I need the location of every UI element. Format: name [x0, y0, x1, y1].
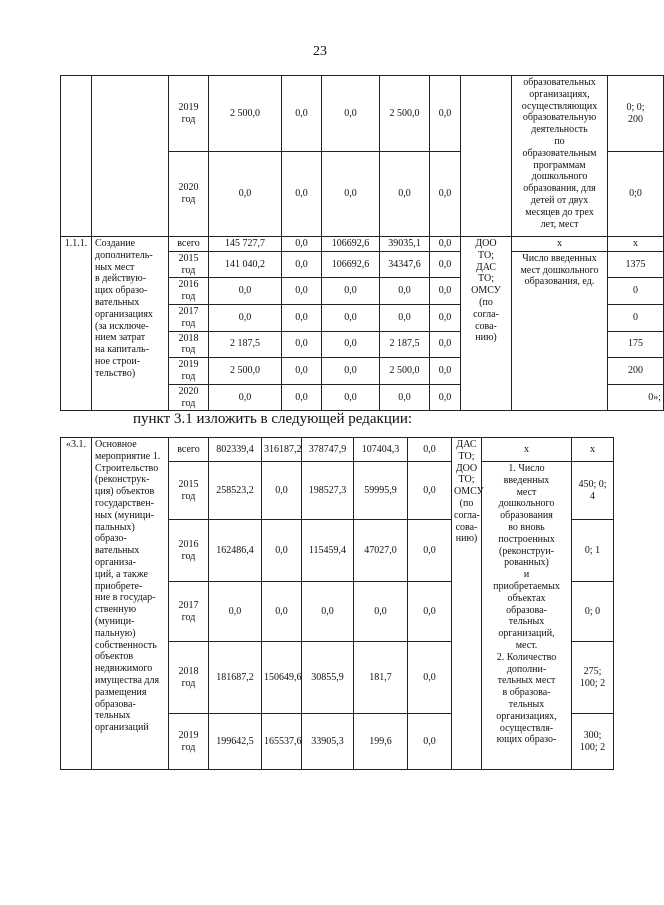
value-cell: 0,0 [322, 384, 380, 411]
x-cell: x [482, 438, 572, 462]
value-cell: 34347,6 [380, 251, 430, 278]
value-cell: 0,0 [322, 358, 380, 385]
executor-cell: ДОО ТО; ДАС ТО; ОМСУ (по согла- сова- нию) [461, 237, 512, 411]
value-cell: 0,0 [408, 520, 452, 582]
value-cell: 165537,6 [262, 714, 302, 770]
value-cell: 181687,2 [209, 642, 262, 714]
value-cell: 0,0 [354, 582, 408, 642]
year-cell: 2018 год [169, 331, 209, 358]
year-cell: 2019 год [169, 714, 209, 770]
item-number: «3.1. [61, 438, 92, 770]
item-number: 1.1.1. [61, 237, 92, 411]
target-cell: 0; 0; 200 [608, 76, 664, 152]
value-cell: 0,0 [282, 304, 322, 331]
value-cell: 0,0 [282, 76, 322, 152]
amendment-paragraph: пункт 3.1 изложить в следующей редакции: [133, 411, 413, 427]
value-cell: 0,0 [209, 304, 282, 331]
value-cell: 0,0 [380, 278, 430, 305]
value-cell: 2 500,0 [380, 358, 430, 385]
value-cell: 0,0 [302, 582, 354, 642]
year-cell: 2018 год [169, 642, 209, 714]
value-cell: 198527,3 [302, 462, 354, 520]
value-cell: 0,0 [408, 714, 452, 770]
value-cell: 0,0 [322, 304, 380, 331]
value-cell: 115459,4 [302, 520, 354, 582]
year-cell: всего [169, 438, 209, 462]
value-cell: 199,6 [354, 714, 408, 770]
year-cell: 2019 год [169, 76, 209, 152]
indicator-cell: Число введенных мест дошкольного образования, ед. [512, 251, 608, 411]
value-cell: 378747,9 [302, 438, 354, 462]
value-cell: 0,0 [430, 358, 461, 385]
value-cell: 0,0 [282, 237, 322, 252]
value-cell: 150649,6 [262, 642, 302, 714]
value-cell: 0,0 [282, 331, 322, 358]
year-cell: 2015 год [169, 251, 209, 278]
year-cell: 2017 год [169, 304, 209, 331]
year-cell: 2016 год [169, 520, 209, 582]
target-cell: 0;0 [608, 152, 664, 237]
target-cell: 0»; [608, 384, 664, 411]
value-cell: 2 500,0 [209, 76, 282, 152]
value-cell: 316187,2 [262, 438, 302, 462]
indicator-cell: образовательных организациях, осуществляющих образовательную деятельность по образовательным программам дошкольного образования, для детей от двух месяцев до трех лет, мест [512, 76, 608, 237]
value-cell: 0,0 [262, 582, 302, 642]
value-cell: 47027,0 [354, 520, 408, 582]
year-cell: 2020 год [169, 152, 209, 237]
value-cell: 0,0 [322, 76, 380, 152]
value-cell: 199642,5 [209, 714, 262, 770]
year-cell: 2017 год [169, 582, 209, 642]
program-table-fragment [60, 75, 664, 411]
value-cell: 258523,2 [209, 462, 262, 520]
value-cell: 0,0 [430, 384, 461, 411]
value-cell: 0,0 [322, 152, 380, 237]
value-cell: 0,0 [380, 304, 430, 331]
value-cell: 30855,9 [302, 642, 354, 714]
value-cell: 2 500,0 [380, 76, 430, 152]
value-cell: 0,0 [408, 642, 452, 714]
item-name: Основное мероприятие 1. Строительство (реконструк- ция) объектов государствен- ных (муници- пальных) образо- вательных организа- ций, а также приобрете- ние в государ- ственную (муници- пальную) собственность объектов недвижимого имущества для размещения образова- тельных организаций [92, 438, 169, 770]
value-cell: 0,0 [430, 251, 461, 278]
year-cell: 2015 год [169, 462, 209, 520]
page-number: 23 [313, 44, 327, 59]
value-cell: 0,0 [430, 304, 461, 331]
value-cell: 0,0 [430, 331, 461, 358]
value-cell: 106692,6 [322, 237, 380, 252]
executor-cell: ДАС ТО; ДОО ТО; ОМСУ (по согла- сова- нию) [452, 438, 482, 770]
target-cell: x [608, 237, 664, 252]
year-cell: 2020 год [169, 384, 209, 411]
value-cell: 59995,9 [354, 462, 408, 520]
target-cell: 275; 100; 2 [572, 642, 614, 714]
indicator-cell: 1. Число введенных мест дошкольного образования во вновь построенных (реконструи- рованных) и приобретаемых объектах образова- тельных организаций, мест. 2. Количество дополни- тельных мест в образова- тельных организациях, осуществля- ющих образо- [482, 462, 572, 770]
value-cell: 0,0 [262, 462, 302, 520]
target-cell: 0 [608, 304, 664, 331]
value-cell: 0,0 [209, 278, 282, 305]
value-cell: 145 727,7 [209, 237, 282, 252]
target-cell: 300; 100; 2 [572, 714, 614, 770]
value-cell: 0,0 [380, 152, 430, 237]
value-cell: 0,0 [209, 384, 282, 411]
target-cell: 175 [608, 331, 664, 358]
value-cell: 0,0 [430, 278, 461, 305]
value-cell: 2 187,5 [209, 331, 282, 358]
target-cell: 0; 0 [572, 582, 614, 642]
value-cell: 0,0 [282, 278, 322, 305]
value-cell: 181,7 [354, 642, 408, 714]
value-cell: 0,0 [430, 76, 461, 152]
value-cell: 0,0 [282, 251, 322, 278]
year-cell: 2016 год [169, 278, 209, 305]
value-cell: 33905,3 [302, 714, 354, 770]
target-cell: 0; 1 [572, 520, 614, 582]
value-cell: 0,0 [322, 278, 380, 305]
value-cell: 39035,1 [380, 237, 430, 252]
value-cell: 107404,3 [354, 438, 408, 462]
program-table-item-3-1 [60, 437, 614, 770]
value-cell: 0,0 [430, 152, 461, 237]
value-cell: 106692,6 [322, 251, 380, 278]
year-cell: всего [169, 237, 209, 252]
value-cell: 2 500,0 [209, 358, 282, 385]
value-cell: 0,0 [209, 582, 262, 642]
target-cell: x [572, 438, 614, 462]
target-cell: 200 [608, 358, 664, 385]
value-cell: 2 187,5 [380, 331, 430, 358]
year-cell: 2019 год [169, 358, 209, 385]
target-cell: 0 [608, 278, 664, 305]
value-cell: 0,0 [380, 384, 430, 411]
value-cell: 0,0 [408, 462, 452, 520]
value-cell: 0,0 [408, 582, 452, 642]
value-cell: 802339,4 [209, 438, 262, 462]
value-cell: 0,0 [262, 520, 302, 582]
value-cell: 0,0 [282, 384, 322, 411]
value-cell: 0,0 [430, 237, 461, 252]
item-name: Создание дополнитель- ных мест в действую- щих образо- вательных организациях (за исключе- нием затрат на капиталь- ное строи- тельство) [92, 237, 169, 411]
value-cell: 0,0 [408, 438, 452, 462]
target-cell: 450; 0; 4 [572, 462, 614, 520]
value-cell: 141 040,2 [209, 251, 282, 278]
x-cell: x [512, 237, 608, 252]
value-cell: 162486,4 [209, 520, 262, 582]
target-cell: 1375 [608, 251, 664, 278]
value-cell: 0,0 [282, 358, 322, 385]
value-cell: 0,0 [322, 331, 380, 358]
value-cell: 0,0 [282, 152, 322, 237]
value-cell: 0,0 [209, 152, 282, 237]
